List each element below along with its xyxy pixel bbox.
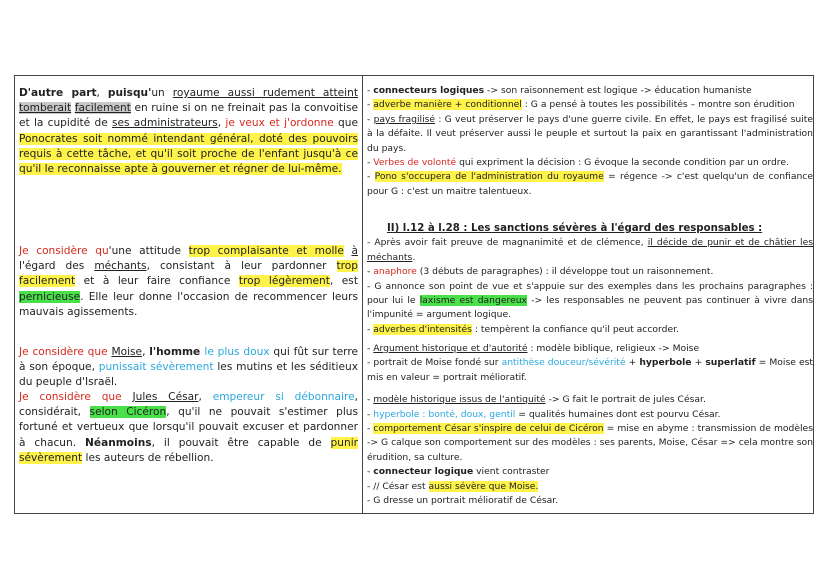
note-line: - hyperbole : bonté, doux, gentil = qualités humaines dont est pourvu César.: [367, 408, 721, 420]
note-line: - comportement César s'inspire de celui de Cicéron = mise en abyme : transmission de modèles -> G calque son comportement sur des modèles : ses parents, Moise, César => cela montre son érudition, sa culture.: [367, 423, 813, 463]
note-line: - Verbes de volonté qui expriment la décision : G évoque la seconde condition par un ordre.: [367, 157, 789, 169]
analysis-table: [14, 75, 814, 514]
note-line: - // César est aussi sévère que Moise.: [367, 480, 539, 492]
left-paragraph-3: Je considère que Moise, l'homme le plus doux qui fût sur terre à son époque, punissait sévèrement les mutins et les séditieux du peuple d'Israël.: [19, 346, 359, 389]
note-line: - connecteur logique vient contraster: [367, 466, 550, 478]
note-line: - G dresse un portrait mélioratif de César.: [367, 495, 559, 507]
left-paragraph-2: Je considère qu'une attitude trop complaisante et molle à l'égard des méchants, consistant à leur pardonner trop facilement et à leur faire confiance trop légèrement, est pernicieuse. Elle leur donne l'occasion de recommencer leurs mauvais agissements.: [19, 245, 359, 318]
note-line: - modèle historique issus de l'antiquité -> G fait le portrait de jules César.: [367, 394, 706, 406]
note-line: - anaphore (3 débuts de paragraphes) : il développe tout un raisonnement.: [367, 266, 714, 278]
note-line: - pays fragilisé : G veut préserver le pays d'une guerre civile. En effet, le pays est fragilisé suite à la défaite. Il veut préserver aussi le peuple et surtout la paix en garantissant l'administration du pays.: [367, 113, 813, 154]
note-line: - Argument historique et d'autorité : modèle biblique, religieux -> Moise: [367, 343, 700, 354]
right-block-1: [367, 84, 813, 199]
note-line: - connecteurs logiques -> son raisonnement est logique -> éducation humaniste: [367, 85, 752, 96]
section-title: II) l.12 à l.28 : Les sanctions sévères à l'égard des responsables :: [387, 223, 763, 234]
note-line: - G annonce son point de vue et s'appuie sur des exemples dans les prochains paragraphes : pour lui le laxisme est dangereux -> les responsables ne peuvent pas continuer à vivre dans l'impunité = argument logique.: [367, 280, 813, 321]
note-line: - Après avoir fait preuve de magnanimité et de clémence, il décide de punir et de châtier les méchants.: [367, 237, 814, 263]
left-paragraph-1: D'autre part, puisqu'un royaume aussi rudement atteint tomberait facilement en ruine si on ne freinait pas la convoitise et la cupidité de ses administrateurs, je veux et j'ordonne que Ponocrates soit nommé intendant général, doté des pouvoirs requis à cette tâche, et qu'il soit proche de l'enfant jusqu'à ce qu'il le reconnaisse apte à gouverner et régner de lui-même.: [19, 87, 358, 176]
note-line: - adverbes d'intensités : tempèrent la confiance qu'il peut accorder.: [367, 323, 679, 335]
right-block-3: [367, 342, 813, 508]
note-line: - portrait de Moise fondé sur antithèse douceur/sévérité + hyperbole + superlatif = Moise est mis en valeur = portrait mélioratif.: [367, 357, 814, 383]
right-block-2: [367, 222, 813, 337]
note-line: - adverbe manière + conditionnel : G a pensé à toutes les possibilités – montre son érudition: [367, 99, 795, 111]
left-paragraph-4: Je considère que Jules César, empereur si débonnaire, considérait, selon Cicéron, qu'il ne pouvait s'estimer plus fortuné et vertueux que lorsqu'il pouvait excuser et pardonner à chacun. Néanmoins, il pouvait être capable de punir sévèrement les auteurs de rébellion.: [19, 391, 359, 464]
note-line: - Pono s'occupera de l'administration du royaume = régence -> c'est quelqu'un de confiance pour G : c'est un maitre talentueux.: [367, 171, 813, 197]
column-divider: [362, 76, 363, 513]
